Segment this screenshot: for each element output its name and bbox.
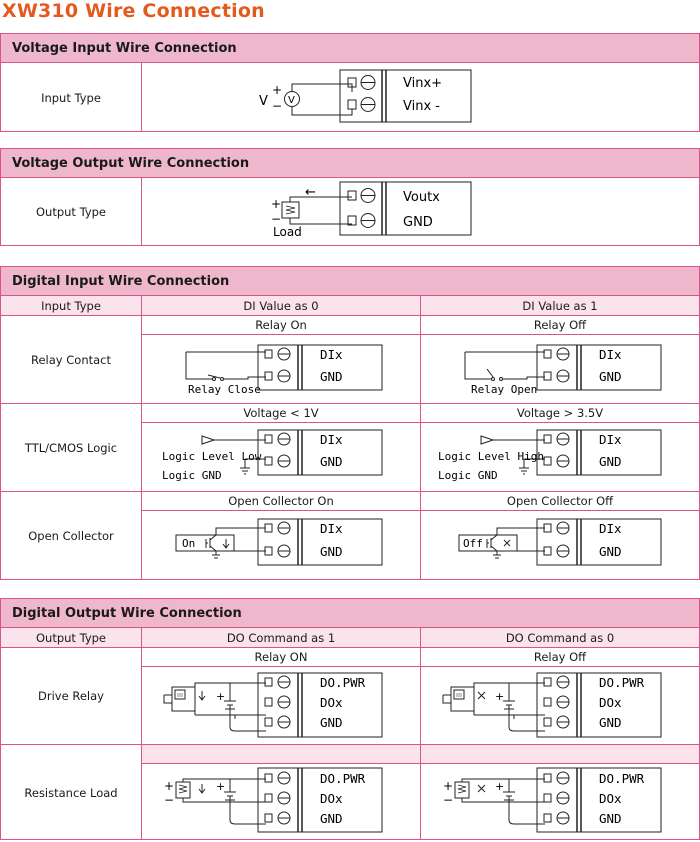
- terminal-label: GND: [403, 215, 433, 230]
- svg-text:←: ←: [305, 185, 316, 200]
- svg-text:GND: GND: [599, 811, 622, 826]
- svg-text:GND: GND: [320, 715, 343, 730]
- relay-close-diagram: [142, 335, 420, 403]
- row-label: TTL/CMOS Logic: [24, 440, 118, 455]
- open-collector-off-diagram: [421, 511, 699, 579]
- svg-text:GND: GND: [320, 369, 343, 384]
- svg-text:GND: GND: [320, 811, 343, 826]
- svg-text:+: +: [216, 780, 226, 793]
- section-heading: Voltage Input Wire Connection: [1, 34, 699, 63]
- svg-text:GND: GND: [599, 715, 622, 730]
- svg-text:DOx: DOx: [320, 791, 343, 806]
- svg-text:GND: GND: [599, 369, 622, 384]
- svg-text:On: On: [182, 537, 196, 550]
- section-heading: Digital Input Wire Connection: [1, 267, 699, 296]
- svg-text:DIx: DIx: [599, 521, 622, 536]
- column-header: Output Type: [1, 628, 141, 647]
- svg-text:DOx: DOx: [599, 791, 622, 806]
- svg-text:−: −: [271, 212, 282, 226]
- sub-header: Open Collector Off: [506, 494, 614, 508]
- terminal-label: Vinx -: [403, 99, 440, 114]
- column-header: DI Value as 1: [421, 296, 699, 315]
- relay-open-diagram: [421, 335, 699, 403]
- voltage-input-diagram: [142, 63, 699, 132]
- row-label: Open Collector: [28, 529, 114, 543]
- resistance-load-off-diagram: [421, 764, 699, 840]
- svg-text:V: V: [288, 95, 295, 106]
- svg-text:Load: Load: [273, 225, 302, 239]
- svg-text:Logic Level High: Logic Level High: [438, 450, 544, 463]
- svg-text:+: +: [495, 780, 505, 793]
- ttl-high-diagram: [421, 423, 699, 491]
- row-label: Resistance Load: [24, 785, 118, 800]
- svg-text:+: +: [271, 197, 282, 211]
- sub-header: Voltage < 1V: [243, 406, 319, 420]
- terminal-label: Vinx+: [403, 76, 443, 91]
- svg-text:DO.PWR: DO.PWR: [320, 771, 366, 786]
- svg-text:DO.PWR: DO.PWR: [599, 771, 645, 786]
- column-header: DI Value as 0: [142, 296, 420, 315]
- svg-text:DIx: DIx: [320, 432, 343, 447]
- svg-text:DO.PWR: DO.PWR: [320, 675, 366, 690]
- svg-text:−: −: [164, 793, 175, 807]
- sub-header: Relay On: [255, 318, 307, 332]
- svg-text:Logic GND: Logic GND: [162, 469, 222, 482]
- drive-relay-off-diagram: [421, 667, 699, 744]
- sub-header: Open Collector On: [228, 494, 334, 508]
- page-title: XW310 Wire Connection: [2, 0, 265, 22]
- svg-text:DOx: DOx: [599, 695, 622, 710]
- terminal-label: Voutx: [403, 190, 440, 205]
- svg-text:DIx: DIx: [599, 432, 622, 447]
- sub-header: Relay Off: [533, 650, 587, 664]
- svg-text:DIx: DIx: [320, 347, 343, 362]
- digital-input-section: [0, 266, 700, 580]
- svg-text:DOx: DOx: [320, 695, 343, 710]
- row-label: Input Type: [41, 90, 101, 105]
- svg-text:Logic GND: Logic GND: [438, 469, 498, 482]
- column-header: DO Command as 0: [421, 628, 699, 647]
- row-label: Drive Relay: [38, 689, 104, 703]
- svg-text:+: +: [495, 690, 505, 703]
- row-label: Output Type: [35, 205, 107, 219]
- section-heading: Voltage Output Wire Connection: [1, 149, 699, 178]
- drive-relay-on-diagram: [142, 667, 420, 744]
- svg-text:GND: GND: [599, 454, 622, 469]
- svg-text:Relay Close: Relay Close: [188, 383, 261, 396]
- svg-text:+: +: [216, 690, 226, 703]
- voltage-output-diagram: [142, 178, 699, 246]
- svg-text:−: −: [272, 99, 283, 113]
- sub-header: [142, 745, 420, 763]
- sub-header: Voltage > 3.5V: [516, 406, 604, 420]
- sub-header: Relay Off: [533, 318, 587, 332]
- ttl-low-diagram: [142, 423, 420, 491]
- svg-text:V: V: [259, 94, 268, 109]
- sub-header: [421, 745, 699, 763]
- sub-header: Relay ON: [254, 650, 308, 664]
- open-collector-on-diagram: [142, 511, 420, 579]
- svg-text:GND: GND: [320, 454, 343, 469]
- column-header: Input Type: [1, 296, 141, 315]
- svg-text:+: +: [443, 779, 454, 793]
- svg-text:Off: Off: [463, 537, 483, 550]
- voltage-input-section: [0, 33, 700, 132]
- svg-text:DO.PWR: DO.PWR: [599, 675, 645, 690]
- svg-text:DIx: DIx: [599, 347, 622, 362]
- svg-text:+: +: [272, 83, 283, 97]
- voltage-output-section: [0, 148, 700, 246]
- svg-text:Logic Level Low: Logic Level Low: [162, 450, 262, 463]
- svg-text:−: −: [443, 793, 454, 807]
- column-header: DO Command as 1: [142, 628, 420, 647]
- svg-text:GND: GND: [599, 544, 622, 559]
- resistance-load-on-diagram: [142, 764, 420, 840]
- svg-text:DIx: DIx: [320, 521, 343, 536]
- section-heading: Digital Output Wire Connection: [1, 599, 699, 628]
- digital-output-section: [0, 598, 700, 840]
- row-label: Relay Contact: [31, 352, 111, 367]
- svg-text:GND: GND: [320, 544, 343, 559]
- svg-text:Relay Open: Relay Open: [471, 383, 538, 396]
- svg-text:+: +: [164, 779, 175, 793]
